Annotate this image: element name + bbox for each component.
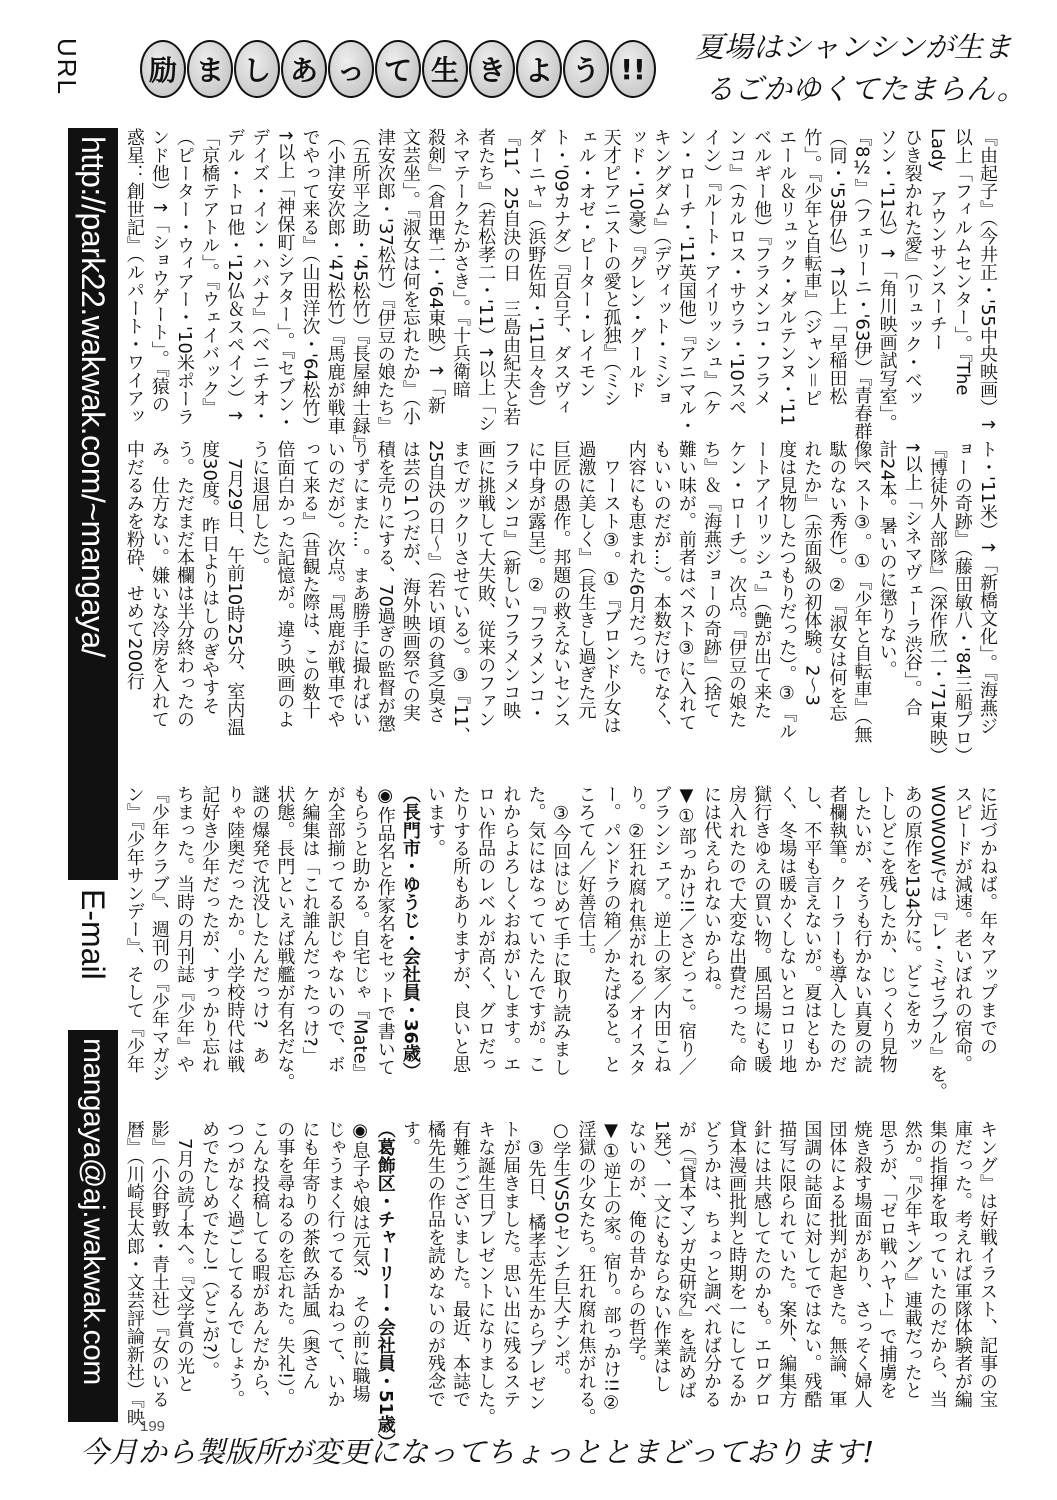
text-column: スピードが減速。老いぼれの宿命。 [951, 785, 973, 1073]
text-column: 者たち』（若松孝二・'11）↑以上「シ [475, 128, 497, 432]
text-column: 以上「フィルムセンター」。『The [951, 128, 973, 396]
text-column: 竹」。『少年と自転車』（ジャン＝ピ [801, 128, 823, 407]
text-column: います。 [424, 785, 446, 857]
title-bubble: !! [610, 40, 656, 98]
text-column: までガックリさせている）。③『11、 [450, 440, 472, 745]
text-column: 駄のない秀作）。②『淑女は何を忘 [826, 440, 848, 722]
handwritten-line: るごかゆくてたまらん。 [705, 72, 1026, 106]
text-column: 25自決の日～』（若い頃の貧乏臭さ [424, 440, 446, 724]
text-column: つつがなく過ごしてるんでしょう。 [224, 1120, 246, 1408]
text-column: 『11、25自決の日 三島由紀夫と若 [500, 128, 522, 426]
text-column: したいが、そうも行かない真夏の読 [851, 785, 873, 1073]
text-column: ベスト③。①『少年と自転車』（無 [851, 440, 873, 743]
text-column: ○学生VS50センチ巨大チンポ。 [550, 1120, 572, 1386]
title-bubble: し [234, 40, 280, 98]
text-column: 謎の爆発で沈没したんだっけ? あ [249, 785, 271, 1065]
text-column: うに退屈した）。 [249, 440, 271, 575]
text-column: ンド他）↑「ショウゲート」。『猿の [148, 128, 170, 414]
text-column: は芸の1つだが、海外映画祭での実 [399, 440, 421, 722]
text-column: 7月の読了本へ。『文学賞の光と [174, 1120, 195, 1393]
text-column: 思うが、「ゼロ戦ハヤト」で捕虜を [876, 1120, 898, 1399]
text-column: 計24本。暑いのに懲りない。 [876, 440, 898, 679]
text-column: キな誕生日プレゼントになりました。 [475, 1120, 497, 1426]
text-column: 度は見物したつもりだった）。③『ル [776, 440, 798, 740]
text-column: れたか』（赤面級の初体験。2～3 [801, 440, 823, 706]
page-number: 199 [140, 1418, 166, 1435]
text-column: す。 [399, 1120, 421, 1156]
title-bubble: き [469, 40, 515, 98]
text-column: 天才ピアニストの愛と孤独』（ミシ [600, 128, 622, 407]
text-column: （五所平之助・'45松竹）『長屋紳士録』 [349, 128, 371, 453]
text-column: イン）『ルート・アイリッシュ』（ケ [700, 128, 722, 416]
reader-signature: （長門市・ゆうじ・会社員・36歳） [399, 785, 421, 1081]
text-column: ブランシェア。逆上の家／内田こね [650, 785, 672, 1073]
text-column: いのだが）。次点。『馬鹿が戦車でや [324, 440, 346, 728]
text-column: にも年寄りの茶飲み話風（奥さん [299, 1120, 321, 1390]
text-column: ネマテークたかさき」。『十兵衛暗 [450, 128, 472, 398]
text-column: の事を尋ねるのを忘れた。失礼!）。 [274, 1120, 296, 1407]
text-column: 『8½』（フェリーニ・'63伊）『青春群像』 [851, 128, 873, 477]
text-column: トが届きました。思い出に残るステ [500, 1120, 522, 1408]
text-column: 度30度。昨日よりはしのぎやすそ [199, 440, 221, 715]
text-block-3 [122, 785, 1000, 1101]
text-column: 状態。長門といえば戦艦が有名だな。 [274, 785, 296, 1091]
text-column: し、不平も言えないが。夏はともか [801, 785, 823, 1073]
column-title [140, 40, 656, 98]
text-column: ◉息子や娘は元気? その前に職場 [349, 1120, 371, 1403]
reader-signature: （葛飾区・チャーリー・会社員・51歳） [374, 1120, 396, 1452]
text-column: ち』＆『海燕ジョーの奇跡』（捨て [700, 440, 722, 719]
text-block-2 [122, 440, 1000, 765]
text-column: 中だるみを粉砕、せめて200行 [123, 440, 145, 691]
text-column: ▼①部っかけ!!／さどっこ。宿り／ [675, 785, 697, 1076]
text-column: でやって来る』（山田洋次・'64松竹） [299, 128, 321, 435]
text-column: ◉作品名と作家名をセットで書いて [374, 785, 396, 1076]
text-column: 貸本漫画批判と時期を一にしてるか [726, 1120, 748, 1408]
text-column: ト・'09カナダ）『百合子、ダスヴィ [550, 128, 572, 417]
title-bubble: っ [328, 40, 374, 98]
text-column: 殺剣』（倉田準二・'64東映）↑「新 [424, 128, 446, 414]
text-column: ないのが、俺の昔からの哲学。 [625, 1120, 647, 1372]
text-column: 積を売りにする、70過ぎの監督が懲 [374, 440, 396, 733]
text-column: もいいのだが…）。本数だけでなく、 [650, 440, 672, 737]
text-column: Lady アウンサンスーチー [926, 128, 948, 352]
text-column: 淫獄の少女たち。狂れ腐れ焦がれる。 [575, 1120, 597, 1426]
text-column: 「京橋テアトル」。『ウェイバック』 [199, 128, 221, 416]
text-column: ↑以上「シネマヴェーラ渋谷」。合 [901, 440, 923, 717]
title-bubble: 励 [140, 40, 186, 98]
text-column: 難い味が。前者はベスト③に入れて [675, 440, 697, 731]
text-column: じゃうまく行ってるかねって、いか [324, 1120, 346, 1408]
text-column: ころてん／好善信士。 [575, 785, 597, 965]
text-column: 『博徒外人部隊』（深作欣二・'71東映） [926, 440, 948, 765]
text-column: ートアイリッシュ』（艶が出て来た [751, 440, 773, 719]
text-column: 惑星：創世記』（ルパート・ワイアッ [123, 128, 145, 425]
url-label: URL [52, 38, 82, 97]
text-column: 国調の誌面に対してではない。残酷 [801, 1120, 823, 1408]
text-column: キング』は好戦イラスト、記事の宝 [977, 1120, 998, 1408]
text-column: 有難うございました。最近、本誌で [450, 1120, 472, 1408]
text-column: ↑以上「神保町シアター」。『セブン・ [274, 128, 296, 432]
text-column: 庫だった。考えれば軍隊体験者が編 [951, 1120, 973, 1408]
text-column: た。気にはなっていたんですが。こ [525, 785, 547, 1073]
text-column: 影』（小谷野敦・青土社）『女のいる [148, 1120, 170, 1408]
text-column: 焼き殺す場面があり、さっそく婦人 [851, 1120, 873, 1408]
handwritten-note-top [695, 26, 1035, 110]
text-column: が（『貸本マンガ史研究』を読めば [675, 1120, 697, 1399]
text-column: キングダム』（デヴィット・ミショ [650, 128, 672, 407]
text-column: 1発）、一文にもならない作業はし [650, 1120, 672, 1393]
text-column: 針には共感してたのかも。エログロ [751, 1120, 773, 1408]
text-column: ッド・'10豪）『グレン・グールド [625, 128, 647, 399]
text-column: ちまった。当時の月刊誌『少年』や [174, 785, 195, 1073]
text-column: ン』『少年サンデー』、そして『少年 [123, 785, 145, 1073]
website-url-link[interactable]: http://park22.wakwak.com/~mangaya/ [68, 128, 118, 880]
text-column: ト・'11米）↑「新橋文化」。『海燕ジ [977, 440, 998, 735]
title-bubble: あ [281, 40, 327, 98]
text-column: ソン・'11仏）↑「角川映画試写室」。 [876, 128, 898, 432]
text-column: こんな投稿してる暇があんだから、 [249, 1120, 271, 1408]
text-column: り。②狂れ腐れ焦がれる／オイスタ [625, 785, 647, 1076]
text-column: が全部揃ってる訳じゃないので、ボ [324, 785, 346, 1073]
text-column: 記好き少年だったが、すっかり忘れ [199, 785, 221, 1073]
title-bubble: ま [187, 40, 233, 98]
text-column: りずにまた…。まあ勝手に撮ればい [349, 440, 371, 728]
title-bubble: て [375, 40, 421, 98]
text-column: ケン・ローチ）。次点。『伊豆の娘た [726, 440, 748, 728]
text-column: エール＆リュック・ダルテンヌ・'11 [776, 128, 798, 426]
text-column: 『少年クラブ』、週刊の『少年マガジ [148, 785, 170, 1082]
text-column: 団体による批判が起きた。無論、軍 [826, 1120, 848, 1408]
text-column: デイズ・イン・ハバナ』（ベニチオ・ [249, 128, 271, 425]
text-column: ベルギー他）『フラメンコ・フラメ [751, 128, 773, 407]
text-column: トしどこを残したか、じっくり見物 [876, 785, 898, 1073]
text-column: に中身が露呈）。②『フラメンコ・ [525, 440, 547, 722]
text-column: ケ編集は「これ誰んだったっけ?」 [299, 785, 321, 1065]
text-column: （ピーター・ウィアー・'10米ポーラ [174, 128, 195, 426]
text-column: 集の指揮を取っていたのだから、当 [926, 1120, 948, 1408]
text-column: 獄行きゆえの買い物。風呂場にも暖 [751, 785, 773, 1073]
text-column: れからよろしくおねがいします。エ [500, 785, 522, 1073]
text-column: ③先日、橘孝志先生からプレゼン [525, 1120, 547, 1411]
text-column: 然か。『少年キング』連載だったと [901, 1120, 923, 1399]
text-column: 津安次郎・'37松竹）『伊豆の娘たち』 [374, 128, 396, 435]
text-column: ダーニャ』（浜野佐知・'11旦々舎） [525, 128, 547, 417]
text-column: って来る』（昔観た際は、この数十 [299, 440, 321, 719]
text-column: 内容にも恵まれた6月だった。 [625, 440, 647, 686]
text-column: ェル・オゼ・ピーター・レイモン [575, 128, 597, 398]
text-column: み。仕方ない。嫌いな冷房を入れて [148, 440, 170, 728]
text-column: 暦』（川崎長太郎・文芸評論新社）『映 [123, 1120, 145, 1426]
text-column: ンコ』（カルロス・サウラ・'10スペ [726, 128, 748, 417]
text-column: どうかは、ちょっと調べれば分かる [700, 1120, 722, 1408]
text-column: 巨匠の愚作。邦題の救えないセンス [550, 440, 572, 728]
text-column: う。ただまだ本欄は半分終わったの [174, 440, 195, 728]
text-column: 過激に美しく』（長生きし過ぎた元 [575, 440, 597, 719]
text-column: （小津安次郎・'47松竹）『馬鹿が戦車 [324, 128, 346, 435]
text-column: あの原作を134分に。どこをカッ [901, 785, 923, 1054]
text-column: 倍面白かった記憶が。違う映画のよ [274, 440, 296, 728]
text-column: フラメンコ』（新しいフラメンコ映 [500, 440, 522, 719]
text-column: 房入れたので大変な出費だった。命 [726, 785, 748, 1073]
text-column: ロい作品のレベルが高く、グロだっ [475, 785, 497, 1073]
email-label: E-mail [75, 889, 111, 980]
text-column: もらうと助かる。自宅じゃ『Mate』 [349, 785, 371, 1082]
text-column: 者欄執筆。クーラーも導入したのだ [826, 785, 848, 1073]
email-address-link[interactable]: mangaya@aj.wakwak.com [68, 1030, 118, 1422]
text-column: ③今回はじめて手に取り読みまし [550, 785, 572, 1076]
handwritten-line: 夏場はシャンシンが生ま [695, 30, 1012, 64]
title-bubble: う [563, 40, 609, 98]
text-column: たりする所もありますが、良いと思 [450, 785, 472, 1073]
text-column: 7月29日、午前10時25分、室内温 [224, 440, 246, 737]
text-column: ー。パンドラの箱／かたぱると。と [600, 785, 622, 1073]
text-column: ン・ローチ・'11英国他）『アニマル・ [675, 128, 697, 435]
text-column: WOWOWでは『レ・ミゼラブル』を。 [926, 785, 948, 1101]
text-column: りゃ陸奥だったか。小学校時代は戦 [224, 785, 246, 1073]
text-column: 『由起子』（今井正・'55中央映画）↑ [977, 128, 998, 432]
text-column: ▼①逆上の家。宿り。部っかけ!!② [600, 1120, 622, 1414]
text-column: く、冬場は暖かくしないとコロリ地 [776, 785, 798, 1073]
title-bubble: 生 [422, 40, 468, 98]
text-column: デル・トロ他・'12仏＆スペイン）↑ [224, 128, 246, 423]
text-column: 橘先生の作品を読めないのが残念で [424, 1120, 446, 1408]
text-column: 画に挑戦して大失敗、従来のファン [475, 440, 497, 728]
title-bubble: よ [516, 40, 562, 98]
text-column: に近づかねば。年々アップまでの [977, 785, 998, 1055]
text-column: 描写に限られていた。案外、編集方 [776, 1120, 798, 1408]
text-column: には代えられないからね。 [700, 785, 722, 1001]
text-column: 文芸坐」。『淑女は何を忘れたか』（小 [399, 128, 421, 425]
text-column: （同・'53伊仏）↑以上「早稲田松 [826, 128, 848, 405]
handwritten-note-bottom: 今月から製版所が変更になってちょっととまどっております! [80, 1435, 875, 1469]
text-block-1 [122, 128, 1000, 477]
text-column: ョーの奇跡』（藤田敏八・'84三船プロ） [951, 440, 973, 765]
text-column: めでたしめでたし!（どこが?）。 [199, 1120, 221, 1380]
text-column: ワースト③。①『ブロンド少女は [600, 440, 622, 734]
text-column: ひき裂かれた愛』（リュック・ベッ [901, 128, 923, 407]
